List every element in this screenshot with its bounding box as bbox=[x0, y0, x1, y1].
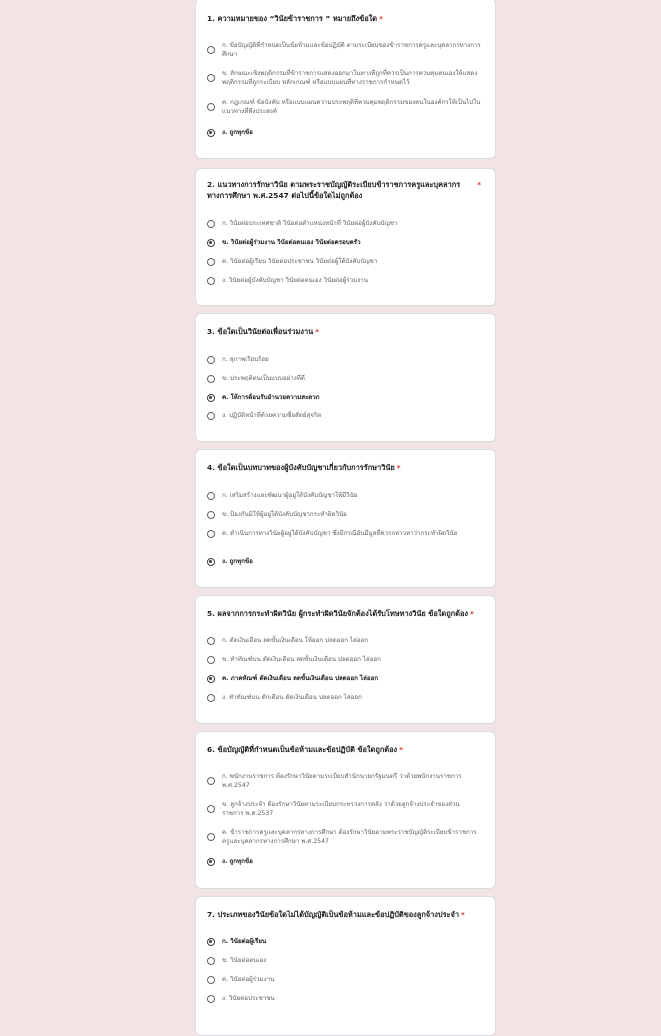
option-row[interactable] bbox=[207, 98, 481, 116]
radio-button[interactable] bbox=[207, 805, 215, 813]
question-title: 2. แนวทางการรักษาวินัย ตามพระราชบัญญัติระเบียบข้าราชการครูและบุคลากรทางการศึกษา พ.ศ.2547 ต่อไปนี้ข้อใดไม่ถูกต้อง * bbox=[207, 180, 481, 200]
option-label: ก. วินัยต่อผู้เรียน bbox=[222, 938, 267, 945]
radio-button[interactable] bbox=[207, 277, 215, 285]
option-row[interactable] bbox=[207, 937, 481, 946]
radio-button[interactable] bbox=[207, 412, 215, 420]
option-row[interactable] bbox=[207, 355, 481, 364]
option-label: ง. วินัยต่อประชาชน bbox=[222, 995, 275, 1002]
option-label: ก. ข้อบัญญัติที่กำหนดเป็นข้อห้ามและข้อปฏิบัติ ตามระเบียบของข้าราชการครูและบุคลากรทางการศึกษา bbox=[222, 42, 481, 58]
required-asterisk: * bbox=[396, 463, 401, 472]
question-title: 1. ความหมายของ “วินัยข้าราชการ ” หมายถึงข้อใด * bbox=[207, 14, 383, 23]
option-row[interactable] bbox=[207, 693, 481, 702]
option-row[interactable] bbox=[207, 857, 481, 866]
option-row[interactable] bbox=[207, 772, 481, 790]
option-label: ง. ปฏิบัติหน้าที่ด้วยความซื่อสัตย์สุจริต bbox=[222, 412, 322, 419]
radio-button-selected[interactable] bbox=[207, 394, 215, 402]
option-row[interactable] bbox=[207, 994, 481, 1003]
required-asterisk: * bbox=[379, 14, 383, 23]
radio-button[interactable] bbox=[207, 637, 215, 645]
question-card-6 bbox=[195, 731, 496, 889]
option-label: ก. เสริมสร้างและพัฒนาผู้อยู่ใต้บังคับบัญชาให้มีวินัย bbox=[222, 492, 358, 499]
option-row[interactable] bbox=[207, 975, 481, 984]
radio-button[interactable] bbox=[207, 976, 215, 984]
required-asterisk: * bbox=[461, 910, 465, 919]
required-asterisk: * bbox=[399, 745, 404, 754]
option-label: ข. ป้องกันมิให้ผู้อยู่ใต้บังคับบัญชากระทำผิดวินัย bbox=[222, 511, 347, 518]
radio-button-selected[interactable] bbox=[207, 129, 215, 137]
option-label: ง. ถูกทุกข้อ bbox=[222, 129, 253, 136]
option-label: ค. ดำเนินการทางวินัยผู้อยู่ใต้บังคับบัญชา ซึ่งมีกรณีอันมีมูลที่ควรกล่าวหาว่ากระทำผิดวินัย bbox=[222, 530, 458, 537]
option-label: ค. ให้การต้อนรับอำนวยความสะดวก bbox=[222, 394, 320, 401]
radio-button[interactable] bbox=[207, 356, 215, 364]
option-label: ค. วินัยต่อผู้ร่วมงาน bbox=[222, 976, 275, 983]
option-row[interactable] bbox=[207, 393, 481, 402]
option-label: ง. ถูกทุกข้อ bbox=[222, 558, 253, 565]
option-row[interactable] bbox=[207, 828, 481, 846]
radio-button[interactable] bbox=[207, 375, 215, 383]
question-card-3 bbox=[195, 313, 496, 442]
radio-button[interactable] bbox=[207, 957, 215, 965]
option-label: ข. ลักษณะเชิงพฤติกรรมที่ข้าราชการแสดงออกมาในทางที่ถูกที่ควรเป็นการควบคุมตนเองให้แสดงพฤติกรรมที่ถูกระเบียบ หลักเกณฑ์ หรือแบบแผนที่ทางราชการกำหนดไว้ bbox=[222, 70, 478, 86]
radio-button[interactable] bbox=[207, 656, 215, 664]
option-row[interactable] bbox=[207, 557, 481, 566]
option-row[interactable] bbox=[207, 276, 481, 285]
radio-button[interactable] bbox=[207, 995, 215, 1003]
radio-button-selected[interactable] bbox=[207, 938, 215, 946]
option-label: ง. ทำทัณฑ์บน ตักเตือน ตัดเงินเดือน ปลดออก ไล่ออก bbox=[222, 694, 362, 701]
radio-button[interactable] bbox=[207, 220, 215, 228]
option-row[interactable] bbox=[207, 800, 481, 818]
radio-button[interactable] bbox=[207, 694, 215, 702]
option-row[interactable] bbox=[207, 529, 481, 538]
option-row[interactable] bbox=[207, 257, 481, 266]
question-card-2 bbox=[195, 168, 496, 306]
option-label: ข. วินัยต่อตนเอง bbox=[222, 957, 267, 964]
question-title: 6. ข้อบัญญัติที่กำหนดเป็นข้อห้ามและข้อปฏิบัติ ข้อใดถูกต้อง * bbox=[207, 745, 404, 754]
option-row[interactable] bbox=[207, 655, 481, 664]
option-row[interactable] bbox=[207, 374, 481, 383]
radio-button[interactable] bbox=[207, 46, 215, 54]
radio-button-selected[interactable] bbox=[207, 558, 215, 566]
radio-button[interactable] bbox=[207, 833, 215, 841]
option-label: ข. ทำทัณฑ์บน ตัดเงินเดือน ลดขั้นเงินเดือน ปลดออก ไล่ออก bbox=[222, 656, 381, 663]
option-row[interactable] bbox=[207, 69, 481, 87]
required-asterisk: * bbox=[470, 609, 474, 618]
option-label: ค. วินัยต่อผู้เรียน วินัยต่อประชาชน วินัยต่อผู้ใต้บังคับบัญชา bbox=[222, 258, 378, 265]
option-label: ง. ถูกทุกข้อ bbox=[222, 858, 253, 865]
option-row[interactable] bbox=[207, 219, 481, 228]
question-title: 7. ประเภทของวินัยข้อใดไม่ได้บัญญัติเป็นข้อห้ามและข้อปฏิบัติของลูกจ้างประจำ * bbox=[207, 910, 465, 919]
option-row[interactable] bbox=[207, 41, 481, 59]
radio-button[interactable] bbox=[207, 74, 215, 82]
radio-button-selected[interactable] bbox=[207, 675, 215, 683]
option-label: ข. ลูกจ้างประจำ ต้องรักษาวินัยตามระเบียบกระทรวงการคลัง ว่าด้วยลูกจ้างประจำของส่วนราชการ พ.ศ.2537 bbox=[222, 801, 460, 817]
radio-button-selected[interactable] bbox=[207, 858, 215, 866]
option-label: ก. ตัดเงินเดือน ลดขั้นเงินเดือน ให้ออก ปลดออก ไล่ออก bbox=[222, 637, 369, 644]
radio-button[interactable] bbox=[207, 777, 215, 785]
option-label: ค. ข้าราชการครูและบุคลากรทางการศึกษา ต้องรักษาวินัยตามพระราชบัญญัติระเบียบข้าราชการครูและบุคลากรทางการศึกษา พ.ศ.2547 bbox=[222, 829, 477, 845]
required-asterisk: * bbox=[477, 180, 481, 189]
option-row[interactable] bbox=[207, 636, 481, 645]
option-label: ก. สุภาพเรียบร้อย bbox=[222, 356, 269, 363]
radio-button-selected[interactable] bbox=[207, 239, 215, 247]
radio-button[interactable] bbox=[207, 530, 215, 538]
question-card-7 bbox=[195, 896, 496, 1036]
option-row[interactable] bbox=[207, 491, 481, 500]
option-label: ข. วินัยต่อผู้ร่วมงาน วินัยต่อตนเอง วินัยต่อครอบครัว bbox=[222, 239, 361, 246]
radio-button[interactable] bbox=[207, 511, 215, 519]
question-card-4 bbox=[195, 449, 496, 588]
option-row[interactable] bbox=[207, 411, 481, 420]
question-title: 5. ผลจากการกระทำผิดวินัย ผู้กระทำผิดวินัยจักต้องได้รับโทษทางวินัย ข้อใดถูกต้อง * bbox=[207, 609, 474, 618]
option-row[interactable] bbox=[207, 674, 481, 683]
question-title: 4. ข้อใดเป็นบทบาทของผู้บังคับบัญชาเกี่ยวกับการรักษาวินัย * bbox=[207, 463, 401, 472]
option-row[interactable] bbox=[207, 510, 481, 519]
radio-button[interactable] bbox=[207, 258, 215, 266]
question-card-5 bbox=[195, 595, 496, 724]
option-label: ก. วินัยต่อประเทศชาติ วินัยต่อตำแหน่งหน้าที่ วินัยต่อผู้บังคับบัญชา bbox=[222, 220, 398, 227]
radio-button[interactable] bbox=[207, 492, 215, 500]
radio-button[interactable] bbox=[207, 103, 215, 111]
option-row[interactable] bbox=[207, 238, 481, 247]
option-label: ง. วินัยต่อผู้บังคับบัญชา วินัยต่อตนเอง วินัยต่อผู้ร่วมงาน bbox=[222, 277, 368, 284]
required-asterisk: * bbox=[315, 327, 320, 336]
question-title: 3. ข้อใดเป็นวินัยต่อเพื่อนร่วมงาน * bbox=[207, 327, 320, 336]
option-row[interactable] bbox=[207, 128, 481, 137]
option-label: ค. ภาคทัณฑ์ ตัดเงินเดือน ลดขั้นเงินเดือน ปลดออก ไล่ออก bbox=[222, 675, 379, 682]
option-label: ค. กฎเกณฑ์ ข้อบังคับ หรือแบบแผนความประพฤติที่ควบคุมพฤติกรรมของคนในองค์กรให้เป็นไปในแนวทางที่พึงประสงค์ bbox=[222, 99, 481, 115]
option-row[interactable] bbox=[207, 956, 481, 965]
option-label: ข. ประพฤติตนเป็นแบบอย่างที่ดี bbox=[222, 375, 305, 382]
question-card-1 bbox=[195, 0, 496, 159]
option-label: ก. พนักงานราชการ ต้องรักษาวินัยตามระเบียบสำนักนายกรัฐมนตรี ว่าด้วยพนักงานราชการ พ.ศ.2547 bbox=[222, 773, 462, 789]
